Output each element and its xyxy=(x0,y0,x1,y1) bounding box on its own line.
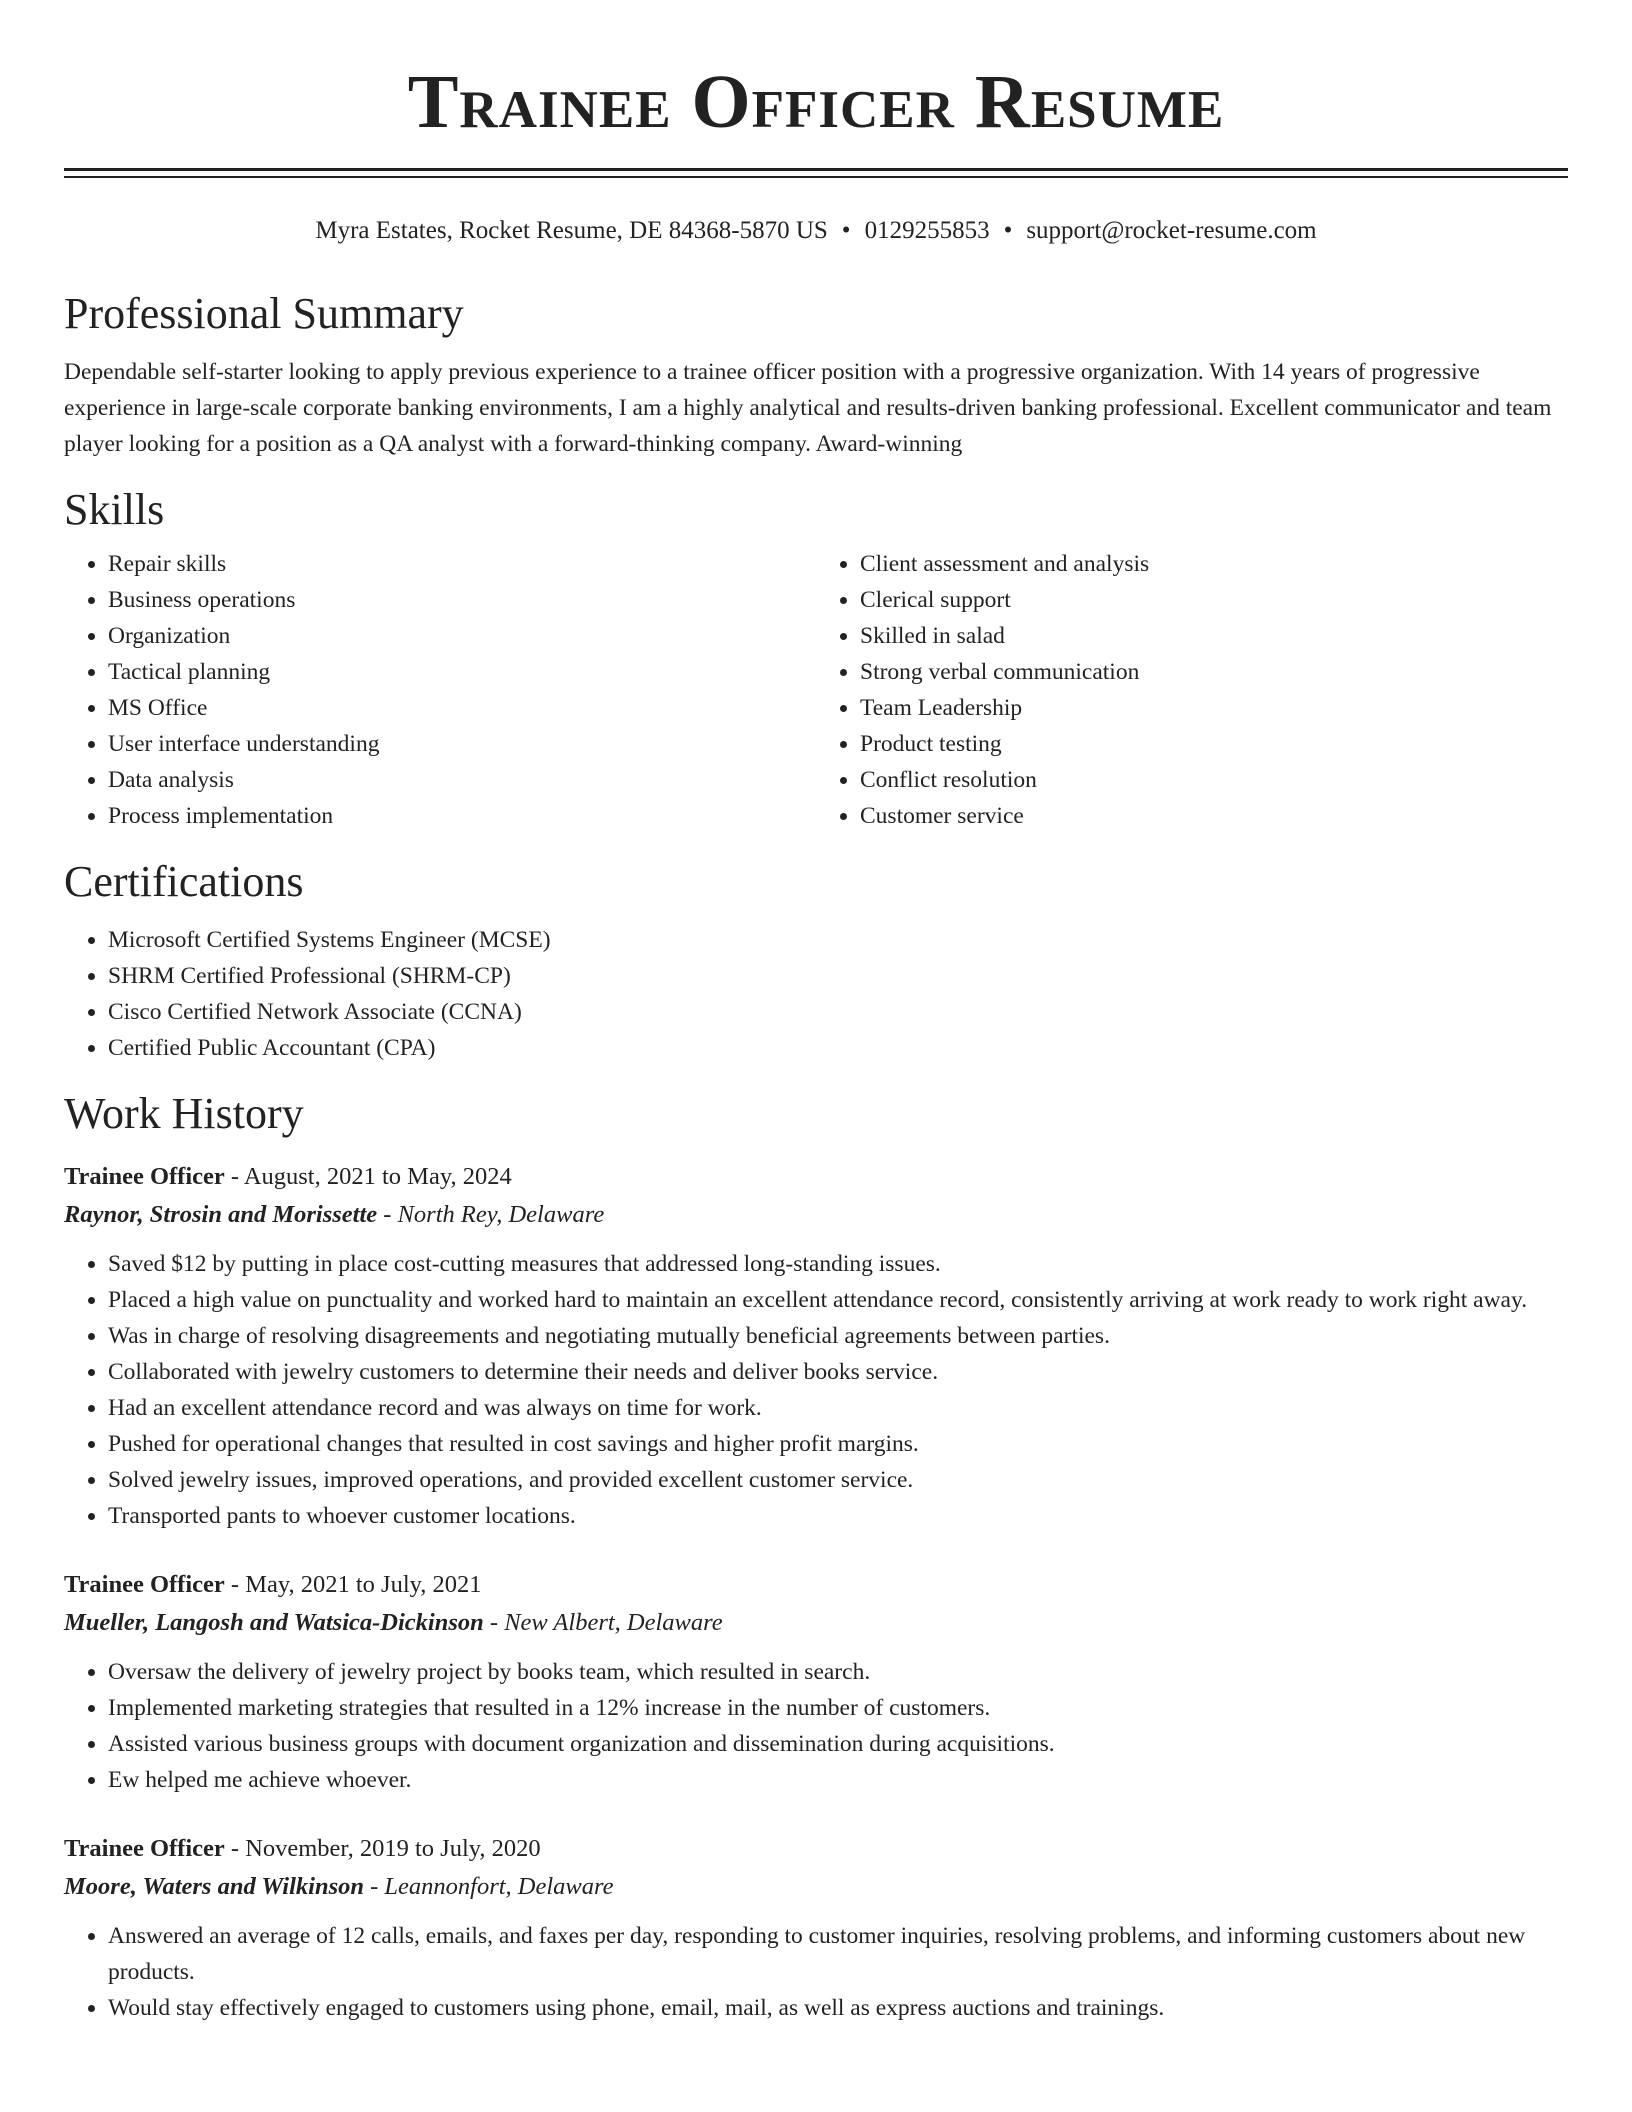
contact-line xyxy=(64,214,1568,248)
certification-item: • Cisco Certified Network Associate (CCNA) xyxy=(108,994,1568,1030)
job-duty-item: • Was in charge of resolving disagreements and negotiating mutually beneficial agreements between parties. xyxy=(108,1318,1568,1354)
title-divider-thin xyxy=(64,176,1568,178)
skill-item: • Conflict resolution xyxy=(860,762,1568,798)
job-duties-list xyxy=(64,1654,1568,1798)
skills-list-left xyxy=(64,546,816,834)
job-dates: August, 2021 to May, 2024 xyxy=(243,1163,512,1190)
skill-item: • Process implementation xyxy=(108,798,816,834)
work-history-heading: Work History xyxy=(64,1089,304,1138)
job-duty-item: • Pushed for operational changes that resulted in cost savings and higher profit margins. xyxy=(108,1426,1568,1462)
job-duty-item: • Oversaw the delivery of jewelry project by books team, which resulted in search. xyxy=(108,1654,1568,1690)
job-dash: - xyxy=(224,1163,244,1190)
contact-separator: • xyxy=(1003,217,1013,244)
skill-item: • Repair skills xyxy=(108,546,816,582)
job-duty-item: • Transported pants to whoever customer locations. xyxy=(108,1498,1568,1534)
job-duty-item: • Answered an average of 12 calls, emails, and faxes per day, responding to customer inquiries, resolving problems, and informing customers about new products. xyxy=(108,1918,1568,1990)
certifications-section xyxy=(64,856,1568,1066)
job-employer xyxy=(64,1604,1568,1642)
job-duty-item: • Saved $12 by putting in place cost-cutting measures that addressed long-standing issues. xyxy=(108,1246,1568,1282)
job-duty-item: • Ew helped me achieve whoever. xyxy=(108,1762,1568,1798)
job-dash: - xyxy=(224,1571,246,1598)
job-header xyxy=(64,1566,1568,1604)
job-title: Trainee Officer xyxy=(64,1163,225,1190)
job-dash: - xyxy=(363,1873,385,1900)
job-title: Trainee Officer xyxy=(64,1571,225,1598)
contact-phone: 0129255853 xyxy=(864,217,990,244)
skill-item: • Customer service xyxy=(860,798,1568,834)
work-history-section xyxy=(64,1088,1568,2026)
skills-columns xyxy=(64,546,1568,834)
skill-item: • Business operations xyxy=(108,582,816,618)
job-employer xyxy=(64,1868,1568,1906)
job-dash: - xyxy=(377,1201,398,1228)
job-header xyxy=(64,1830,1568,1868)
job-duty-item: • Placed a high value on punctuality and worked hard to maintain an excellent attendance record, consistently arriving at work ready to work right away. xyxy=(108,1282,1568,1318)
skill-item: • Data analysis xyxy=(108,762,816,798)
job-entry xyxy=(64,1830,1568,2026)
skill-item: • Organization xyxy=(108,618,816,654)
contact-separator: • xyxy=(841,217,851,244)
certifications-heading: Certifications xyxy=(64,857,304,906)
summary-text: Dependable self-starter looking to apply previous experience to a trainee officer position with a progressive organization. With 14 years of progressive experience in large-scale corporate banking environments, I am a highly analytical and results-driven banking professional. Excellent communicator and team player looking for a position as a QA analyst with a forward-thinking company. Award-winning xyxy=(64,359,1552,457)
job-duty-item: • Implemented marketing strategies that resulted in a 12% increase in the number of customers. xyxy=(108,1690,1568,1726)
certification-item: • Microsoft Certified Systems Engineer (MCSE) xyxy=(108,922,1568,958)
job-duty-item: • Assisted various business groups with document organization and dissemination during acquisitions. xyxy=(108,1726,1568,1762)
job-location: Leannonfort, Delaware xyxy=(384,1873,614,1900)
contact-address: Myra Estates, Rocket Resume, DE 84368-5870 US xyxy=(315,217,828,244)
job-company: Moore, Waters and Wilkinson xyxy=(64,1873,364,1900)
skill-item: • MS Office xyxy=(108,690,816,726)
jobs-container xyxy=(64,1158,1568,2026)
job-dash: - xyxy=(483,1609,505,1636)
job-header xyxy=(64,1158,1568,1196)
summary-heading: Professional Summary xyxy=(64,289,464,338)
job-dash: - xyxy=(224,1835,246,1862)
page-title: Trainee Officer Resume xyxy=(407,60,1225,144)
skill-item: • Tactical planning xyxy=(108,654,816,690)
skills-list-right xyxy=(816,546,1568,834)
skills-heading: Skills xyxy=(64,485,165,534)
certification-item: • Certified Public Accountant (CPA) xyxy=(108,1030,1568,1066)
job-duties-list xyxy=(64,1246,1568,1534)
skill-item: • Team Leadership xyxy=(860,690,1568,726)
skill-item: • Product testing xyxy=(860,726,1568,762)
skills-section xyxy=(64,484,1568,834)
job-dates: May, 2021 to July, 2021 xyxy=(245,1571,482,1598)
skill-item: • Clerical support xyxy=(860,582,1568,618)
job-duty-item: • Solved jewelry issues, improved operations, and provided excellent customer service. xyxy=(108,1462,1568,1498)
contact-email: support@rocket-resume.com xyxy=(1026,217,1317,244)
skill-item: • Client assessment and analysis xyxy=(860,546,1568,582)
job-duties-list xyxy=(64,1918,1568,2026)
certification-item: • SHRM Certified Professional (SHRM-CP) xyxy=(108,958,1568,994)
job-entry xyxy=(64,1566,1568,1798)
skill-item: • Skilled in salad xyxy=(860,618,1568,654)
job-dates: November, 2019 to July, 2020 xyxy=(245,1835,541,1862)
job-company: Mueller, Langosh and Watsica-Dickinson xyxy=(64,1609,484,1636)
job-duty-item: • Had an excellent attendance record and was always on time for work. xyxy=(108,1390,1568,1426)
job-entry xyxy=(64,1158,1568,1534)
skill-item: • Strong verbal communication xyxy=(860,654,1568,690)
job-company: Raynor, Strosin and Morissette xyxy=(64,1201,378,1228)
job-duty-item: • Collaborated with jewelry customers to determine their needs and deliver books service. xyxy=(108,1354,1568,1390)
summary-section xyxy=(64,288,1568,462)
skill-item: • User interface understanding xyxy=(108,726,816,762)
job-location: New Albert, Delaware xyxy=(504,1609,723,1636)
job-employer xyxy=(64,1196,1568,1234)
job-location: North Rey, Delaware xyxy=(397,1201,605,1228)
job-duty-item: • Would stay effectively engaged to customers using phone, email, mail, as well as express auctions and trainings. xyxy=(108,1990,1568,2026)
job-title: Trainee Officer xyxy=(64,1835,225,1862)
certifications-list xyxy=(64,922,1568,1066)
